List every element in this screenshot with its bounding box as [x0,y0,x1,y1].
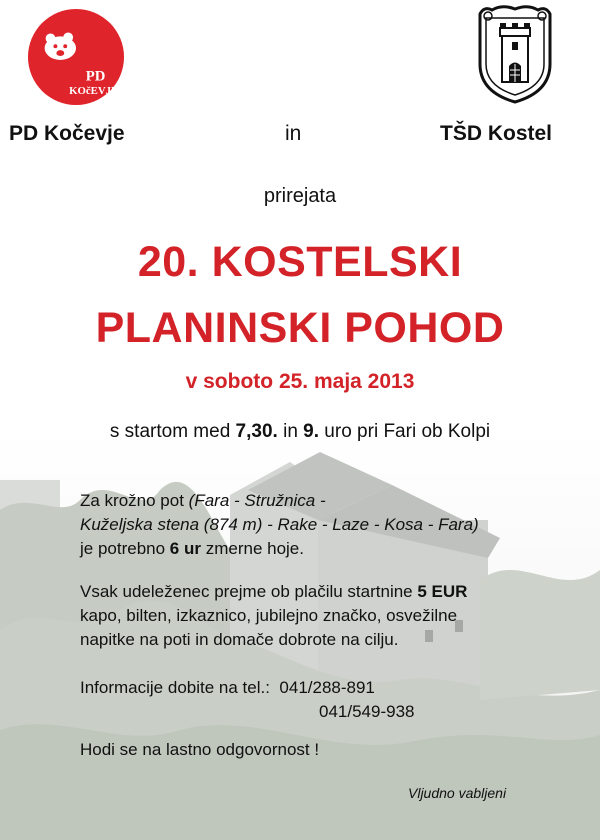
route-pre: Za krožno pot [80,491,189,510]
pd-kocevje-logo [27,8,125,106]
route-path-2: Kuželjska stena (874 m) - Rake - Laze - Kosa - Fara) [80,515,479,534]
route-paragraph [80,489,550,561]
organizer-pd-kocevje: PD Kočevje [9,122,125,145]
fee-amount: 5 EUR [417,582,468,601]
conjunction-in: in [285,122,302,145]
event-title-line1: 20. KOSTELSKI [137,238,463,286]
start-time-2: 9. [303,421,320,442]
logo-text-pd: PD [85,68,106,85]
route-need: je potrebno [80,539,170,558]
route-path-1: (Fara - Stružnica - [188,491,326,510]
logo-text-kocevje: KOčEVJE [69,85,119,98]
info-label: Informacije dobite na tel.: [80,678,270,697]
route-post: zmerne hoje. [200,539,304,558]
start-mid: in [277,421,304,442]
closing-greeting: Vljudno vabljeni [408,785,507,801]
intro-text: prirejata [263,185,337,207]
event-title-line2: PLANINSKI POHOD [95,304,505,352]
organizer-tsd-kostel: TŠD Kostel [440,122,553,145]
start-pre: s startom med [109,421,236,442]
start-info [0,421,600,443]
fee-pre: Vsak udeleženec prejme ob plačilu startnine [80,582,418,601]
fee-line-2: kapo, bilten, izkaznico, jubilejno značko, osvežilne [80,606,458,625]
info-paragraph [80,676,550,724]
start-time-1: 7,30. [235,421,278,442]
start-post: uro pri Fari ob Kolpi [319,421,491,442]
phone-number-2: 041/549-938 [319,702,415,721]
event-date: v soboto 25. maja 2013 [185,370,415,393]
phone-number-1: 041/288-891 [279,678,375,697]
fee-line-3: napitke na poti in domače dobrote na cilju. [80,630,399,649]
tsd-kostel-coat-of-arms [474,4,556,104]
route-hours: 6 ur [169,539,201,558]
responsibility-notice: Hodi se na lastno odgovornost ! [80,740,320,759]
fee-paragraph [80,580,550,652]
